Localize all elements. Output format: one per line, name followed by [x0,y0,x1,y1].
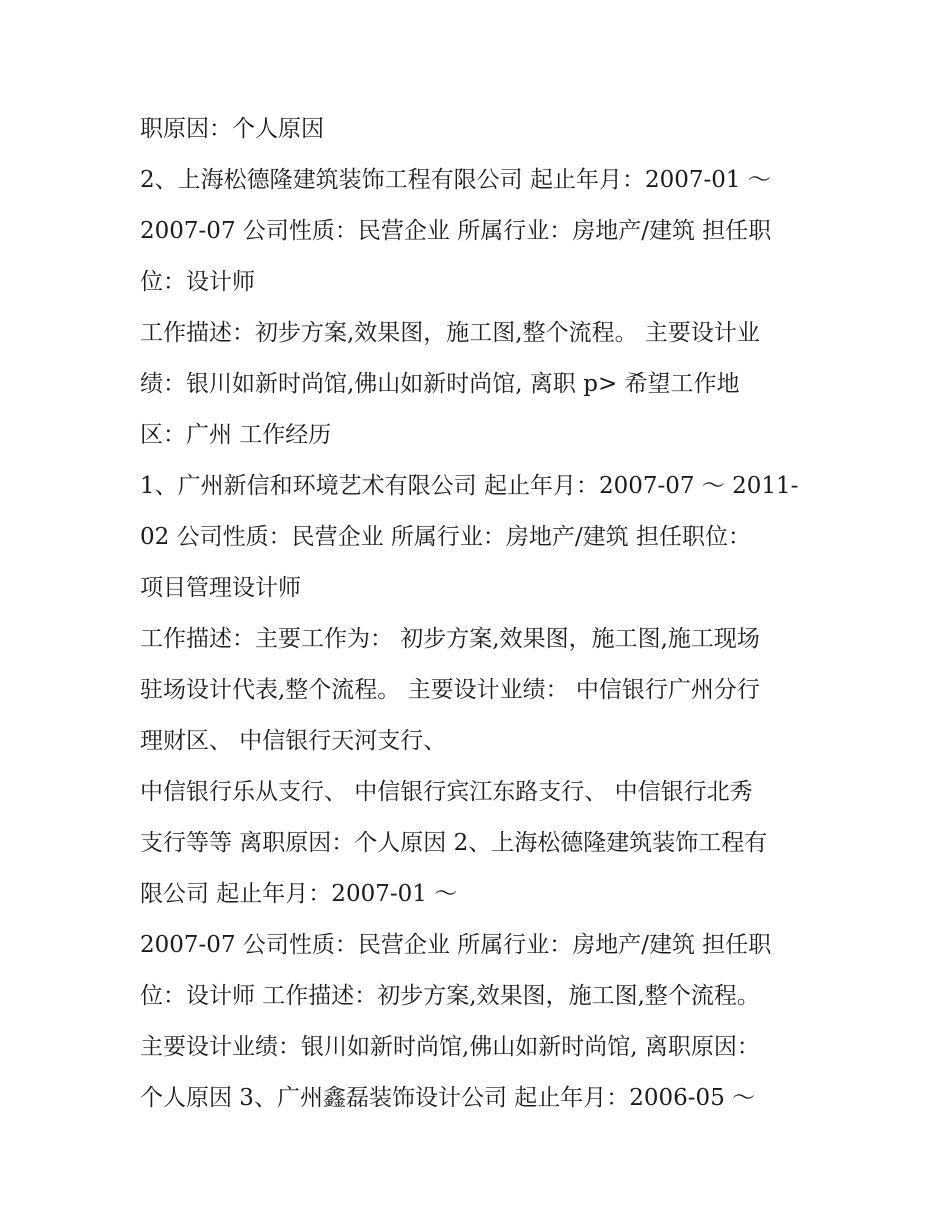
text-line: 工作描述：主要工作为： 初步方案,效果图，施工图,施工现场 [140,626,760,652]
text-line: 支行等等 离职原因：个人原因 2、上海松德隆建筑装饰工程有 [140,830,768,856]
text-line: 驻场设计代表,整个流程。 主要设计业绩： 中信银行广州分行 [140,677,760,703]
document-body [140,104,820,1124]
text-line: 2007-07 公司性质：民营企业 所属行业：房地产/建筑 担任职 [140,218,772,244]
text-line: 项目管理设计师 [140,575,301,601]
text-line: 主要设计业绩：银川如新时尚馆,佛山如新时尚馆, 离职原因： [140,1034,760,1060]
text-line: 02 公司性质：民营企业 所属行业：房地产/建筑 担任职位： [140,524,751,550]
text-line: 1、广州新信和环境艺术有限公司 起止年月：2007-07 ～ 2011- [140,473,799,499]
text-line: 工作描述：初步方案,效果图，施工图,整个流程。 主要设计业 [140,320,760,346]
text-line: 2007-07 公司性质：民营企业 所属行业：房地产/建筑 担任职 [140,932,772,958]
text-line: 中信银行乐从支行、 中信银行宾江东路支行、 中信银行北秀 [140,779,753,805]
text-line: 区：广州 工作经历 [140,422,332,448]
text-line: 个人原因 3、广州鑫磊装饰设计公司 起止年月：2006-05 ～ [140,1085,756,1111]
text-line: 2、上海松德隆建筑装饰工程有限公司 起止年月：2007-01 ～ [140,167,771,193]
text-line: 位：设计师 工作描述：初步方案,效果图，施工图,整个流程。 [140,983,760,1009]
text-line: 位：设计师 [140,269,255,295]
text-line: 限公司 起止年月：2007-01 ～ [140,881,458,907]
text-line: 职原因：个人原因 [140,116,324,142]
text-line: 绩：银川如新时尚馆,佛山如新时尚馆, 离职 p> 希望工作地 [140,371,740,397]
text-line: 理财区、 中信银行天河支行、 [140,728,447,754]
